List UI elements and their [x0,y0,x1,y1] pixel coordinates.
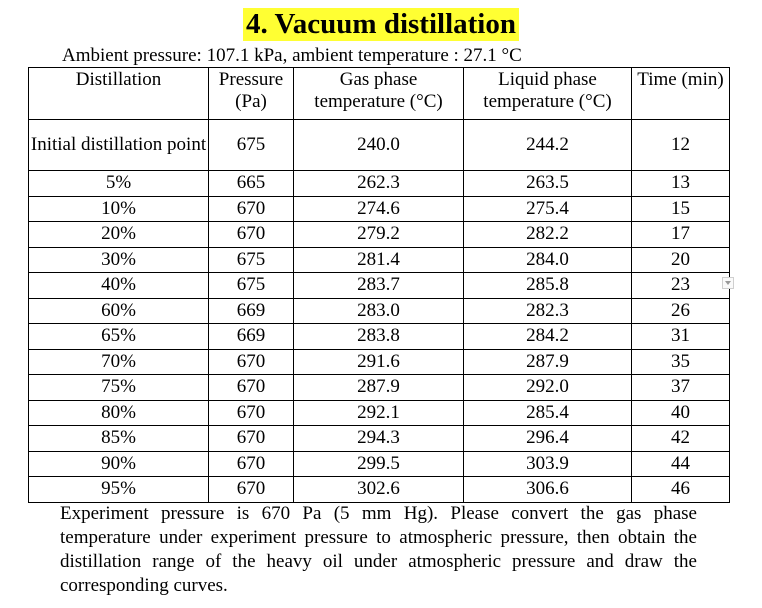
cell-liquid-temp: 292.0 [464,375,632,401]
cell-distillation: 30% [29,247,209,273]
table-row [29,451,730,477]
header-distillation: Distillation [29,68,209,120]
table-row [29,273,730,299]
cell-gas-temp: 281.4 [294,247,464,273]
cell-pressure: 675 [209,247,294,273]
cell-liquid-temp: 306.6 [464,477,632,503]
cell-gas-temp: 262.3 [294,171,464,197]
table-row [29,298,730,324]
table-row [29,400,730,426]
table-row [29,375,730,401]
instructions-paragraph: Experiment pressure is 670 Pa (5 mm Hg). Please convert the gas phase temperature under experiment pressure to atmospheric pressure, then obtain the distillation range of the heavy oil under atmospheric pressure and draw the corresponding curves. [60,503,697,596]
cell-distillation: 70% [29,349,209,375]
table-row [29,349,730,375]
cell-distillation: 65% [29,324,209,350]
chevron-down-icon[interactable] [722,277,734,289]
cell-time: 13 [632,171,730,197]
cell-gas-temp: 292.1 [294,400,464,426]
cell-pressure: 670 [209,426,294,452]
cell-pressure: 669 [209,324,294,350]
cell-gas-temp: 294.3 [294,426,464,452]
cell-distillation: 5% [29,171,209,197]
cell-distillation: Initial distillation point [29,120,209,171]
distillation-table [28,67,730,503]
cell-pressure: 670 [209,400,294,426]
cell-liquid-temp: 282.3 [464,298,632,324]
cell-distillation: 20% [29,222,209,248]
cell-gas-temp: 302.6 [294,477,464,503]
cell-liquid-temp: 275.4 [464,196,632,222]
cell-gas-temp: 279.2 [294,222,464,248]
cell-distillation: 80% [29,400,209,426]
header-pressure: Pressure (Pa) [209,68,294,120]
cell-gas-temp: 283.0 [294,298,464,324]
cell-gas-temp: 283.8 [294,324,464,350]
cell-gas-temp: 274.6 [294,196,464,222]
cell-liquid-temp: 303.9 [464,451,632,477]
cell-gas-temp: 299.5 [294,451,464,477]
cell-gas-temp: 283.7 [294,273,464,299]
table-row [29,324,730,350]
cell-distillation: 60% [29,298,209,324]
cell-time: 26 [632,298,730,324]
table-row [29,426,730,452]
cell-liquid-temp: 285.8 [464,273,632,299]
cell-pressure: 670 [209,451,294,477]
header-gas-temp: Gas phase temperature (°C) [294,68,464,120]
ambient-conditions: Ambient pressure: 107.1 kPa, ambient temperature : 27.1 °C [62,45,522,66]
cell-pressure: 670 [209,375,294,401]
cell-distillation: 40% [29,273,209,299]
cell-liquid-temp: 282.2 [464,222,632,248]
cell-time: 46 [632,477,730,503]
table-row [29,247,730,273]
header-liquid-temp: Liquid phase temperature (°C) [464,68,632,120]
cell-time: 40 [632,400,730,426]
cell-liquid-temp: 285.4 [464,400,632,426]
title-container [0,8,762,41]
cell-time: 35 [632,349,730,375]
cell-pressure: 670 [209,349,294,375]
header-time: Time (min) [632,68,730,120]
table-row [29,222,730,248]
table-row [29,120,730,171]
cell-pressure: 665 [209,171,294,197]
cell-liquid-temp: 296.4 [464,426,632,452]
cell-time: 17 [632,222,730,248]
page-title: 4. Vacuum distillation [243,8,519,41]
cell-gas-temp: 287.9 [294,375,464,401]
table-row [29,171,730,197]
cell-time: 42 [632,426,730,452]
cell-pressure: 670 [209,477,294,503]
cell-liquid-temp: 284.2 [464,324,632,350]
cell-distillation: 95% [29,477,209,503]
cell-pressure: 675 [209,273,294,299]
table-row [29,196,730,222]
cell-time: 37 [632,375,730,401]
cell-pressure: 670 [209,196,294,222]
cell-time: 15 [632,196,730,222]
cell-pressure: 670 [209,222,294,248]
cell-liquid-temp: 244.2 [464,120,632,171]
cell-liquid-temp: 284.0 [464,247,632,273]
cell-time: 23 [632,273,730,299]
cell-gas-temp: 291.6 [294,349,464,375]
cell-distillation: 10% [29,196,209,222]
cell-time: 31 [632,324,730,350]
cell-time: 44 [632,451,730,477]
cell-gas-temp: 240.0 [294,120,464,171]
cell-liquid-temp: 263.5 [464,171,632,197]
cell-distillation: 75% [29,375,209,401]
cell-time: 20 [632,247,730,273]
cell-distillation: 85% [29,426,209,452]
table-row [29,477,730,503]
cell-pressure: 675 [209,120,294,171]
cell-liquid-temp: 287.9 [464,349,632,375]
table-header-row [29,68,730,120]
cell-time: 12 [632,120,730,171]
cell-pressure: 669 [209,298,294,324]
table-body [29,120,730,503]
cell-distillation: 90% [29,451,209,477]
